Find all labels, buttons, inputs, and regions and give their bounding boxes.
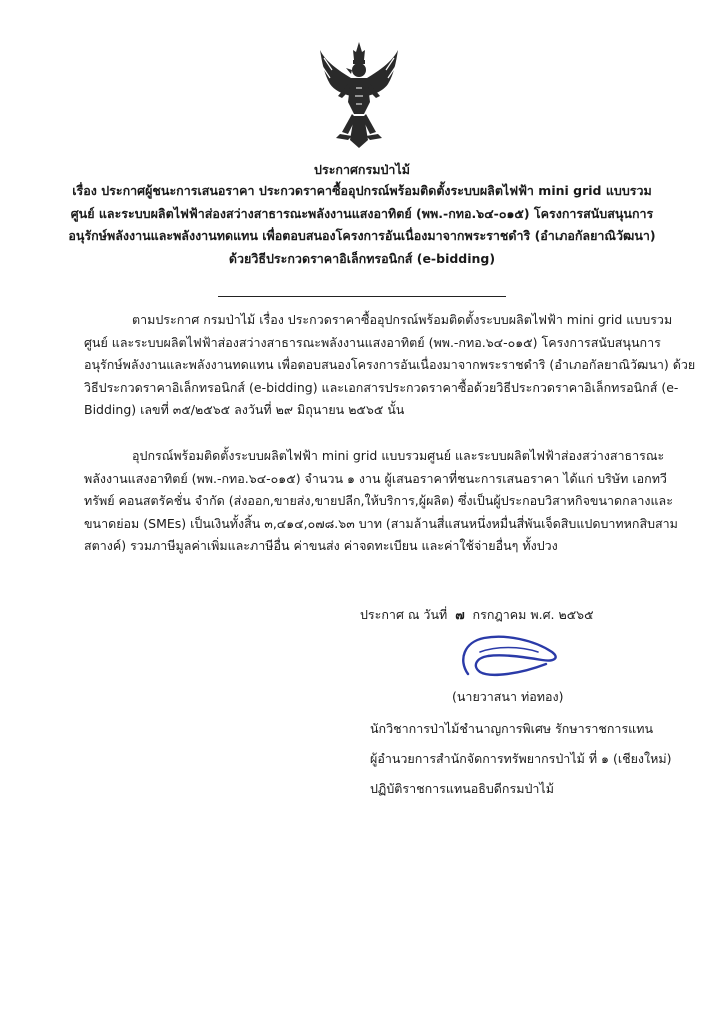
garuda-emblem-icon bbox=[318, 40, 400, 150]
announce-month-year: กรกฎาคม พ.ศ. ๒๕๖๕ bbox=[472, 607, 594, 622]
paragraph-winner bbox=[84, 445, 678, 558]
signer-position: ปฏิบัติราชการแทนอธิบดีกรมป่าไม้ bbox=[370, 781, 554, 796]
subject-line: อนุรักษ์พลังงานและพลังงานทดแทน เพื่อตอบสนองโครงการอันเนื่องมาจากพระราชดำริ (อำเภอกัลยาณิวัฒนา) bbox=[68, 228, 656, 243]
signature-icon bbox=[450, 630, 570, 690]
paragraph-line: ทรัพย์ คอนสตรัคชั่น จำกัด (ส่งออก,ขายส่ง,ขายปลีก,ให้บริการ,ผู้ผลิต) ซึ่งเป็นผู้ประกอบวิสาหกิจขนาดกลางและ bbox=[84, 493, 673, 508]
paragraph-line: Bidding) เลขที่ ๓๕/๒๕๖๕ ลงวันที่ ๒๙ มิถุนายน ๒๕๖๕ นั้น bbox=[84, 402, 405, 417]
subject-block bbox=[62, 180, 662, 270]
paragraph-line: อุปกรณ์พร้อมติดตั้งระบบผลิตไฟฟ้า mini grid แบบรวมศูนย์ และระบบผลิตไฟฟ้าส่องสว่างสาธารณะ bbox=[132, 448, 665, 463]
divider-line bbox=[218, 296, 506, 297]
paragraph-reference bbox=[84, 309, 696, 422]
signer-position: ผู้อำนวยการสำนักจัดการทรัพยากรป่าไม้ ที่ ๑ (เชียงใหม่) bbox=[370, 751, 672, 766]
paragraph-line: ขนาดย่อม (SMEs) เป็นเงินทั้งสิ้น ๓,๔๑๔,๐๗๘.๖๓ บาท (สามล้านสี่แสนหนึ่งหมื่นสี่พันเจ็ดสิบแปดบาทหกสิบสาม bbox=[84, 515, 678, 531]
announcement-title: ประกาศกรมป่าไม้ bbox=[314, 162, 410, 177]
signer-name: (นายวาสนา ท่อทอง) bbox=[452, 689, 564, 704]
paragraph-line: วิธีประกวดราคาอิเล็กทรอนิกส์ (e-bidding) และเอกสารประกวดราคาซื้อด้วยวิธีประกวดราคาอิเล็กทรอนิกส์ (e- bbox=[84, 379, 679, 395]
paragraph-line: อนุรักษ์พลังงานและพลังงานทดแทน เพื่อตอบสนองโครงการอันเนื่องมาจากพระราชดำริ (อำเภอกัลยาณิวัฒนา) ด้วย bbox=[84, 357, 696, 372]
paragraph-line: พลังงานแสงอาทิตย์ (พพ.-กทอ.๖๔-๐๑๕) จำนวน ๑ งาน ผู้เสนอราคาที่ชนะการเสนอราคา ได้แก่ บริษัท เอกทวี bbox=[84, 470, 667, 486]
paragraph-line: ศูนย์ และระบบผลิตไฟฟ้าส่องสว่างสาธารณะพลังงานแสงอาทิตย์ (พพ.-กทอ.๖๔-๐๑๕) โครงการสนับสนุนการ bbox=[84, 334, 661, 350]
subject-line: เรื่อง ประกาศผู้ชนะการเสนอราคา ประกวดราคาซื้ออุปกรณ์พร้อมติดตั้งระบบผลิตไฟฟ้า mini grid แบบรวม bbox=[72, 183, 652, 198]
paragraph-line: ตามประกาศ กรมป่าไม้ เรื่อง ประกวดราคาซื้ออุปกรณ์พร้อมติดตั้งระบบผลิตไฟฟ้า mini grid แบบรวม bbox=[132, 312, 673, 327]
signer-position: นักวิชาการป่าไม้ชำนาญการพิเศษ รักษาราชการแทน bbox=[370, 721, 653, 736]
subject-line: ด้วยวิธีประกวดราคาอิเล็กทรอนิกส์ (e-bidding) bbox=[228, 250, 496, 266]
announce-date bbox=[360, 605, 594, 625]
paragraph-line: สตางค์) รวมภาษีมูลค่าเพิ่มและภาษีอื่น ค่าขนส่ง ค่าจดทะเบียน และค่าใช้จ่ายอื่นๆ ทั้งปวง bbox=[84, 538, 558, 553]
announce-text: ประกาศ ณ วันที่ bbox=[360, 607, 448, 622]
subject-line: ศูนย์ และระบบผลิตไฟฟ้าส่องสว่างสาธารณะพลังงานแสงอาทิตย์ (พพ.-กทอ.๖๔-๐๑๕) โครงการสนับสนุนการ bbox=[70, 205, 654, 221]
announce-day: ๗ bbox=[455, 607, 465, 622]
